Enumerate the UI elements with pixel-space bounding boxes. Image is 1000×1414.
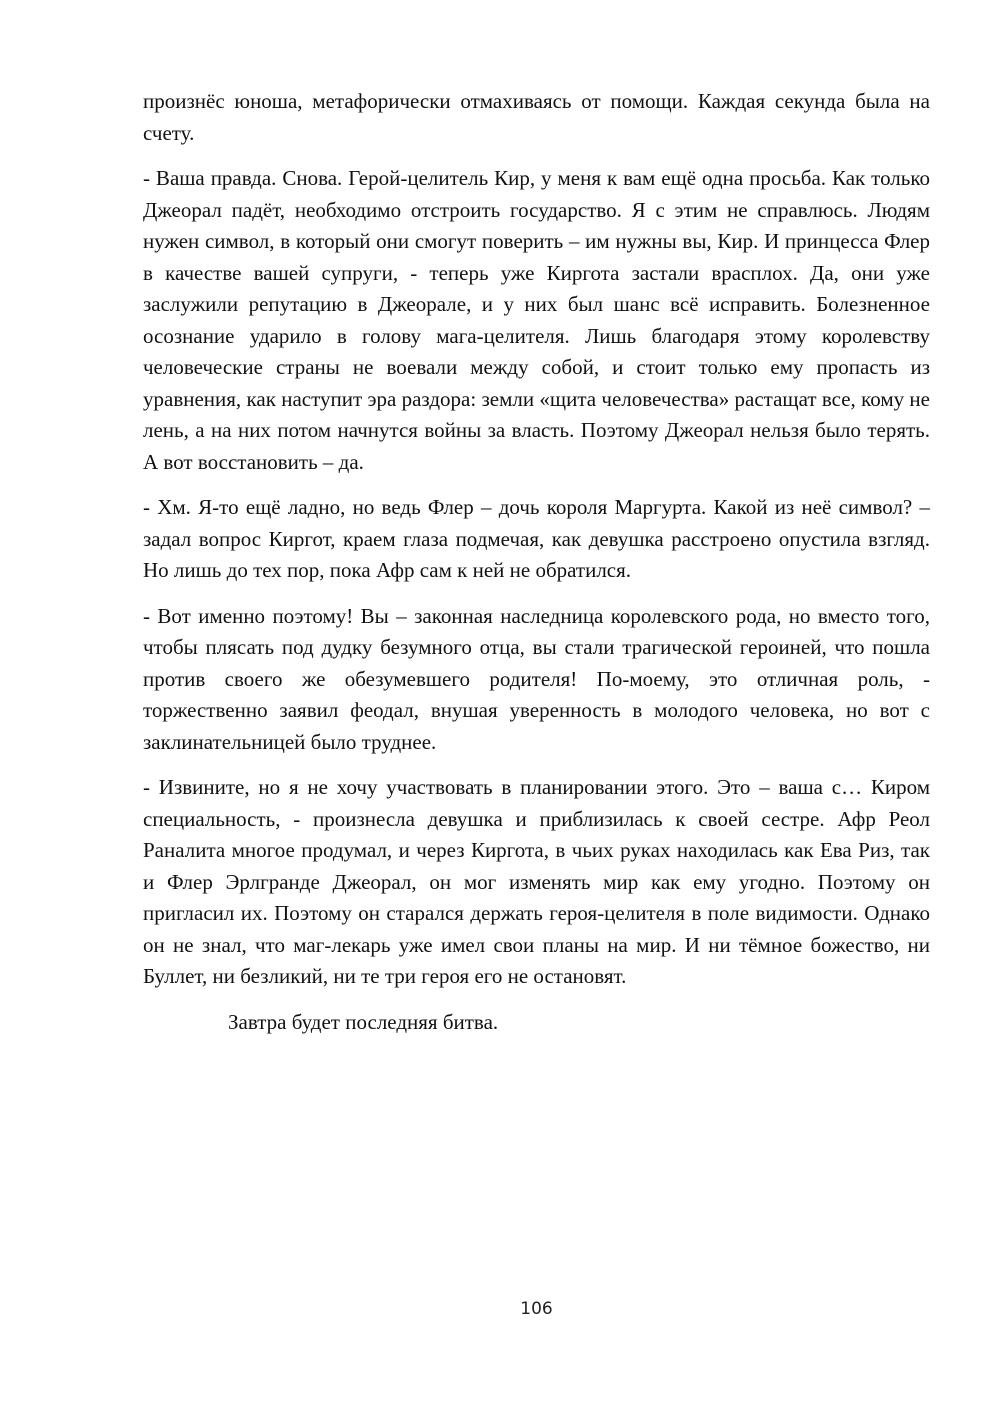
paragraph: - Ваша правда. Снова. Герой-целитель Кир, у меня к вам ещё одна просьба. Как только Джеорал падёт, необходимо отстроить государство. Я с этим не справлюсь. Людям нужен символ, в который они смогут поверить – им нужны вы, Кир. И принцесса Флер в качестве вашей супруги, - теперь уже Киргота застали врасплох. Да, они уже заслужили репутацию в Джеорале, и у них был шанс всё исправить. Болезненное осознание ударило в голову мага-целителя. Лишь благодаря этому королевству человеческие страны не воевали между собой, и стоит только ему пропасть из уравнения, как наступит эра раздора: земли «щита человечества» растащат все, кому не лень, а на них потом начнутся войны за власть. Поэтому Джеорал нельзя было терять. А вот восстановить – да. <box>143 166 930 474</box>
paragraph: - Вот именно поэтому! Вы – законная наследница королевского рода, но вместо того, чтобы плясать под дудку безумного отца, вы стали трагической героиней, что пошла против своего же обезумевшего родителя! По-моему, это отличная роль, - торжественно заявил феодал, внушая уверенность в молодого человека, но вот с заклинательницей было труднее. <box>143 603 930 754</box>
paragraph: Завтра будет последняя битва. <box>228 1009 499 1034</box>
page-number: 106 <box>520 1299 553 1319</box>
paragraph: - Извините, но я не хочу участвовать в планировании этого. Это – ваша с… Киром специальность, - произнесла девушка и приблизилась к своей сестре. Афр Реол Раналита многое продумал, и через Киргота, в чьих руках находилась как Ева Риз, так и Флер Эрлгранде Джеорал, он мог изменять мир как ему угодно. Поэтому он пригласил их. Поэтому он старался держать героя-целителя в поле видимости. Однако он не знал, что маг-лекарь уже имел свои планы на мир. И ни тёмное божество, ни Буллет, ни безликий, ни те три героя его не остановят. <box>143 775 930 988</box>
paragraph: произнёс юноша, метафорически отмахиваясь от помощи. Каждая секунда была на счету. <box>143 89 930 145</box>
page-text-block <box>143 86 930 1052</box>
paragraph: - Хм. Я-то ещё ладно, но ведь Флер – дочь короля Маргурта. Какой из неё символ? – задал вопрос Киргот, краем глаза подмечая, как девушка расстроено опустила взгляд. Но лишь до тех пор, пока Афр сам к ней не обратился. <box>143 495 930 582</box>
